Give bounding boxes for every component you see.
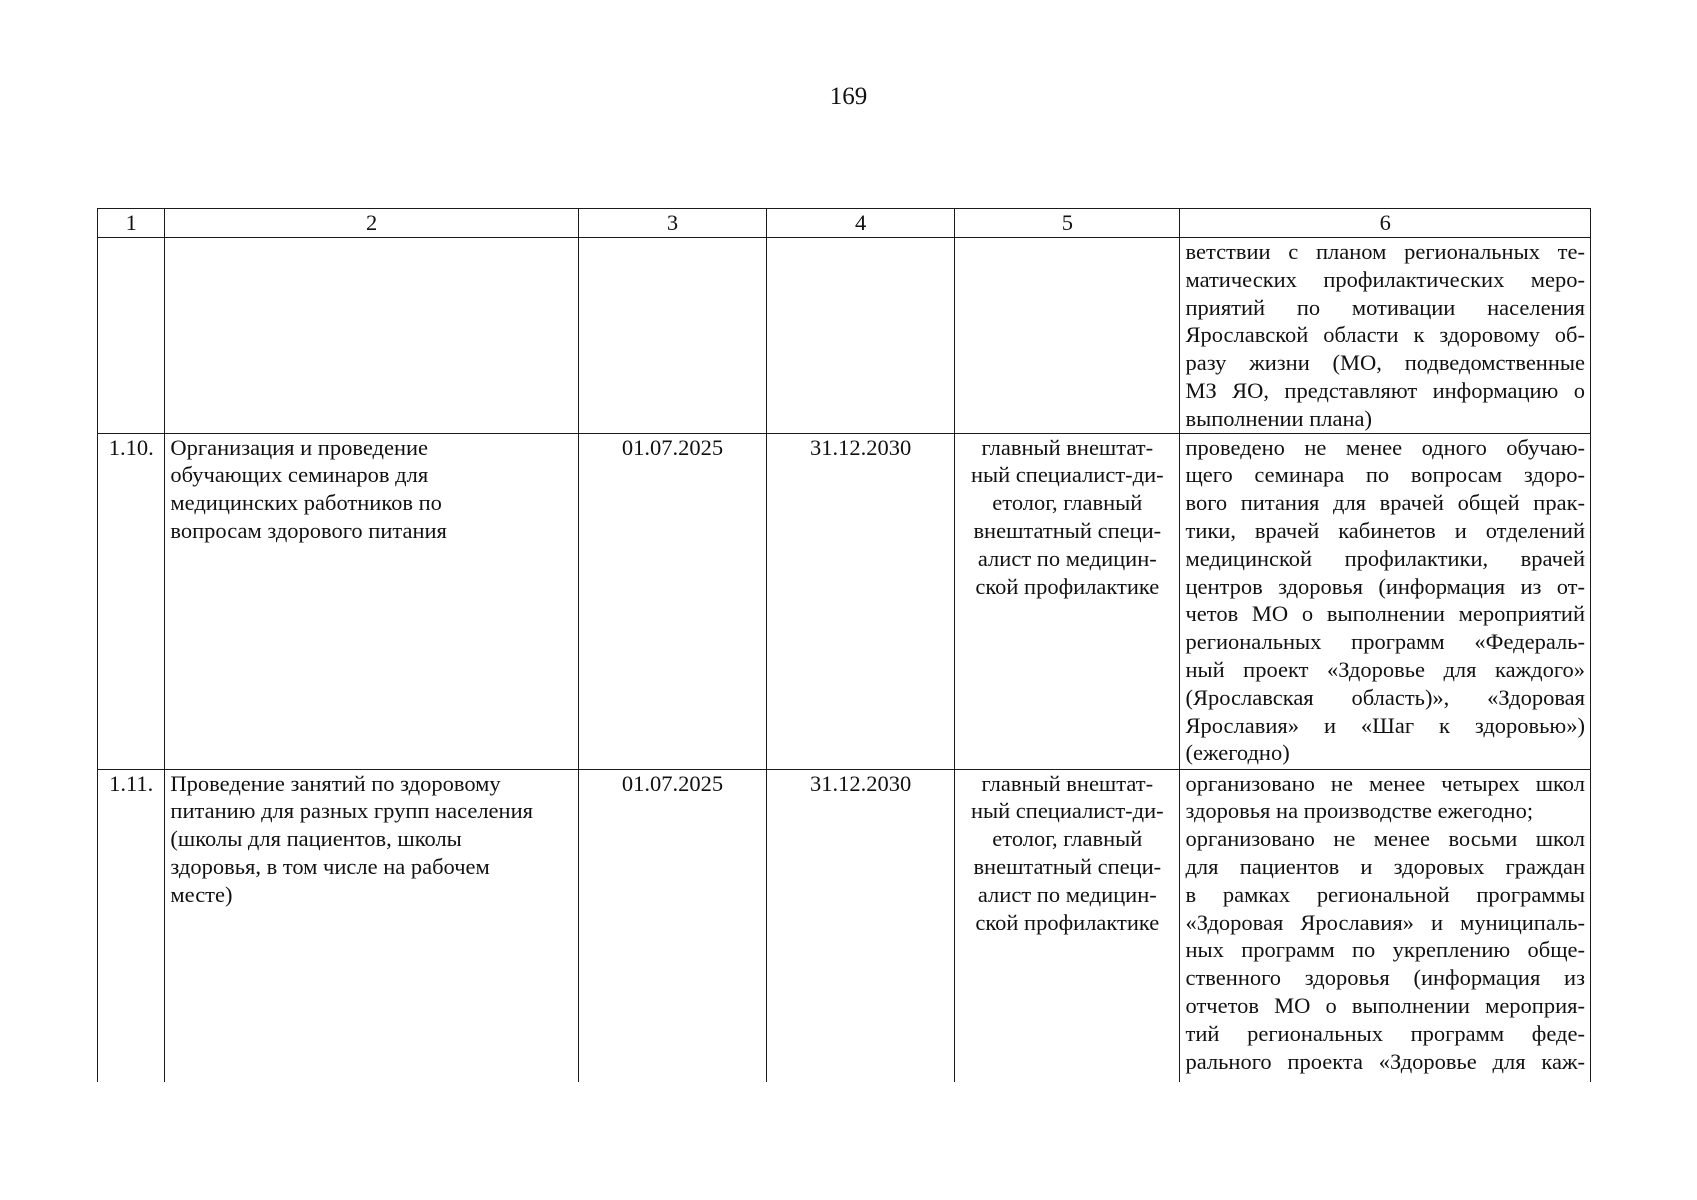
result-line: выполнении плана) [1185,405,1372,431]
page-number: 169 [829,83,868,110]
end-date-cell: 31.12.2030 [767,433,955,769]
responsible-line: ный специалист-ди- [970,798,1164,824]
end-date-cell [767,238,955,434]
measure-name-cell [165,433,578,769]
table-row-continuation [98,238,1591,434]
result-line: для пациентов и здоровых граждан [1185,853,1585,879]
column-header-5: 5 [955,209,1180,238]
measure-name-line: медицинских работников по [170,490,442,516]
column-number-row [98,209,1591,238]
responsible-line: етолог, главный [992,826,1143,852]
result-line: ных программ по укреплению обще- [1185,937,1585,963]
column-header-6: 6 [1180,209,1591,238]
responsible-cell [955,238,1180,434]
result-line: Ярославия» и «Шаг к здоровью») [1185,712,1585,738]
result-line: Ярославской области к здоровому об- [1185,322,1585,348]
result-line: региональных программ «Федераль- [1185,629,1585,655]
row-number-cell [98,238,165,434]
result-line: вого питания для врачей общей прак- [1185,490,1585,516]
result-line: ный проект «Здоровье для каждого» [1185,656,1585,682]
measure-name-cell [165,238,578,434]
table-row [98,769,1591,1082]
measure-name-line: Организация и проведение [170,434,429,460]
result-line: щего семинара по вопросам здоро- [1185,462,1585,488]
responsible-line: алист по медицин- [977,881,1157,907]
result-line: организовано не менее восьми школ [1185,826,1585,852]
result-line: тики, врачей кабинетов и отделений [1185,517,1585,543]
responsible-line: главный внештат- [981,434,1154,460]
measure-name-line: обучающих семинаров для [170,462,429,488]
result-line: центров здоровья (информация из от- [1185,573,1585,599]
start-date-cell: 01.07.2025 [578,433,766,769]
column-header-3: 3 [578,209,766,238]
result-cell [1180,433,1591,769]
responsible-line: внештатный специ- [973,517,1162,543]
measures-table [97,208,1591,1082]
start-date-cell: 01.07.2025 [578,769,766,1082]
result-line: четов МО о выполнении мероприятий [1185,601,1585,627]
result-line: тий региональных программ феде- [1185,1020,1585,1046]
result-line: разу жизни (МО, подведомственные [1185,350,1585,376]
column-header-4: 4 [767,209,955,238]
result-line: медицинской профилактики, врачей [1185,545,1585,571]
result-line: ветствии с планом региональных те- [1185,239,1585,264]
result-cell [1180,238,1591,434]
result-line: проведено не менее одного обучаю- [1185,434,1585,460]
measure-name-line: Проведение занятий по здоровому [170,770,501,796]
measure-name-line: здоровья, в том числе на рабочем [170,853,490,879]
column-header-2: 2 [165,209,578,238]
responsible-line: ской профилактике [975,573,1160,599]
responsible-line: ный специалист-ди- [970,462,1164,488]
result-line: отчетов МО о выполнении мероприя- [1185,992,1585,1018]
result-line: матических профилактических меро- [1185,266,1585,292]
result-line: (Ярославская область)», «Здоровая [1185,684,1585,710]
column-header-1: 1 [98,209,165,238]
responsible-line: етолог, главный [992,490,1143,516]
result-line: «Здоровая Ярославия» и муниципаль- [1185,909,1585,935]
result-line: приятий по мотивации населения [1185,294,1585,320]
responsible-cell [955,769,1180,1082]
measure-name-line: месте) [170,881,233,907]
start-date-cell [578,238,766,434]
measure-name-line: (школы для пациентов, школы [170,826,462,852]
responsible-line: ской профилактике [975,909,1160,935]
result-line: (ежегодно) [1185,740,1290,766]
result-line: рального проекта «Здоровье для каж- [1185,1048,1585,1074]
row-number-cell: 1.10. [98,433,165,769]
measure-name-line: питанию для разных групп населения [170,798,533,824]
table-row [98,433,1591,769]
measure-name-cell [165,769,578,1082]
result-cell [1180,769,1591,1082]
result-line: здоровья на производстве ежегодно; [1185,798,1534,824]
responsible-line: внештатный специ- [973,853,1162,879]
responsible-cell [955,433,1180,769]
result-line: ственного здоровья (информация из [1185,965,1585,991]
row-number-cell: 1.11. [98,769,165,1082]
result-line: организовано не менее четырех школ [1185,770,1585,796]
responsible-line: главный внештат- [981,770,1154,796]
end-date-cell: 31.12.2030 [767,769,955,1082]
measure-name-line: вопросам здорового питания [170,517,447,543]
responsible-line: алист по медицин- [977,545,1157,571]
result-line: МЗ ЯО, представляют информацию о [1185,377,1585,403]
result-line: в рамках региональной программы [1185,881,1585,907]
